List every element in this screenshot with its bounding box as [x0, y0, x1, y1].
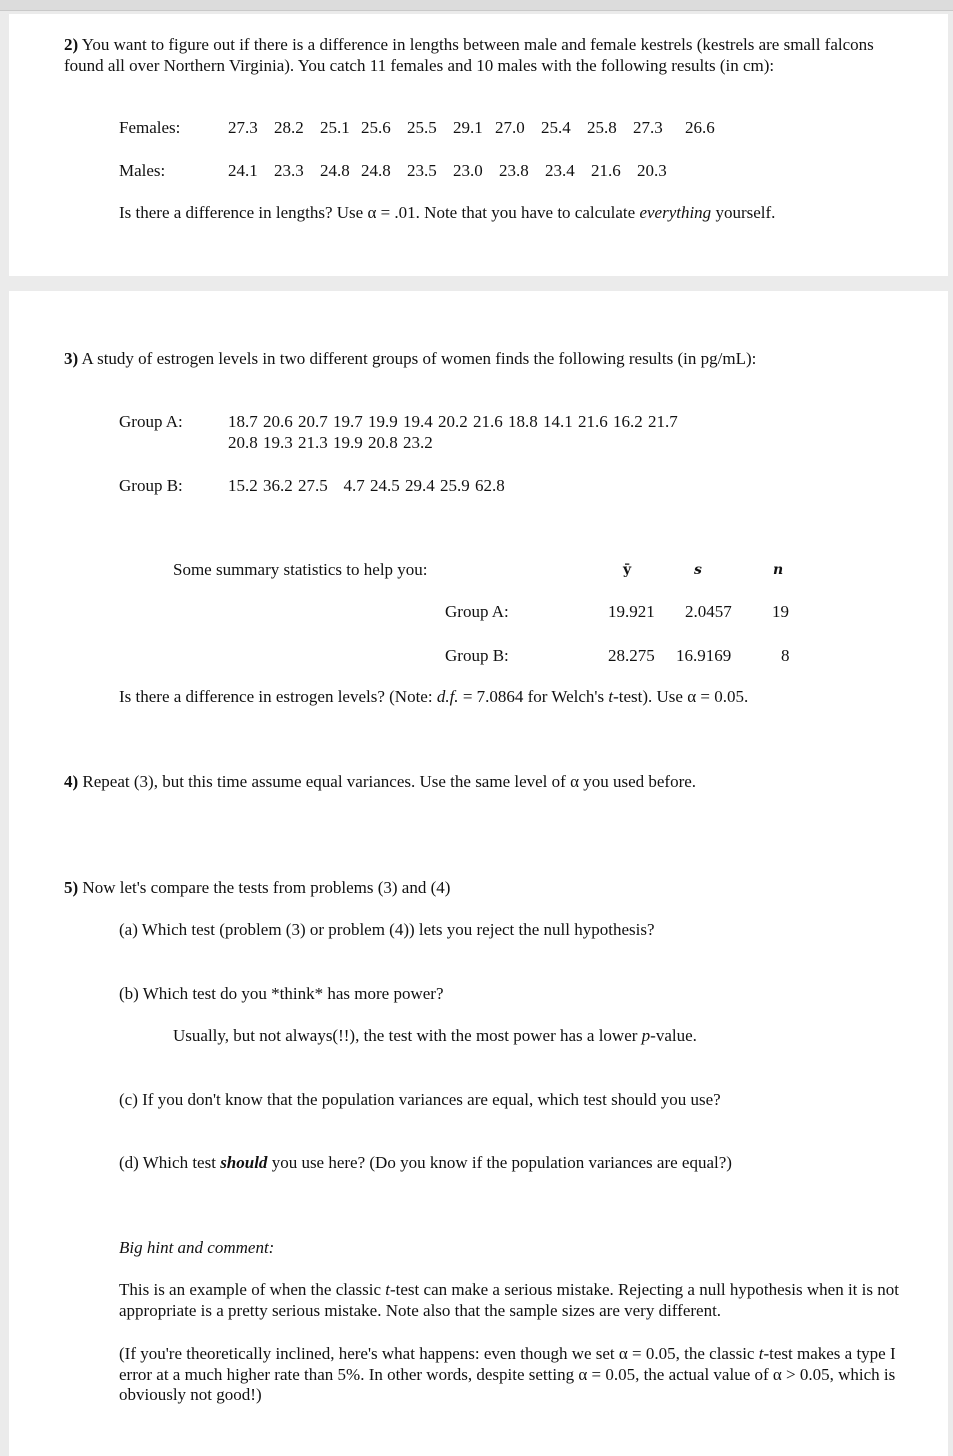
row-b-n: 8 [781, 646, 790, 665]
top-bar [0, 0, 953, 11]
row-b-ybar: 28.275 [608, 646, 655, 665]
female-length-value: 27.3 [228, 118, 258, 137]
group-a-values-line-1: 18.7 20.6 20.7 19.7 19.9 19.4 20.2 21.6 18.8 14.1 21.6 16.2 21.7 [228, 412, 678, 431]
group-a-label: Group A: [119, 412, 183, 431]
female-length-value: 28.2 [274, 118, 304, 137]
male-length-value: 24.1 [228, 161, 258, 180]
female-length-value: 25.6 [361, 118, 391, 137]
row-b-s: 16.9169 [676, 646, 732, 665]
hint-paragraph-2: (If you're theoretically inclined, here's what happens: even though we set α = 0.05, the classic t-test makes a type I error at a much higher rate than 5%. In other words, despite setting α = 0.05, the actual value of α > 0.05, which is obviously not good!) [119, 1344, 896, 1404]
problem-3-question: Is there a difference in estrogen levels? (Note: d.f. = 7.0864 for Welch's t-test). Use α = 0.05. [119, 687, 749, 706]
problem-4-text: 4) Repeat (3), but this time assume equal variances. Use the same level of α you used before. [64, 772, 697, 791]
problem-4-number: 4) [64, 772, 79, 791]
female-length-value: 27.0 [495, 118, 525, 137]
male-length-value: 23.0 [453, 161, 483, 180]
female-length-value: 26.6 [685, 118, 715, 137]
female-length-value: 25.8 [587, 118, 617, 137]
problem-5a: (a) Which test (problem (3) or problem (4)) lets you reject the null hypothesis? [119, 920, 655, 939]
column-header-s: s [694, 562, 702, 578]
problem-5b-note: Usually, but not always(!!), the test with the most power has a lower p-value. [173, 1026, 697, 1045]
row-a-label: Group A: [445, 602, 509, 621]
female-length-value: 25.5 [407, 118, 437, 137]
problem-2-question: Is there a difference in lengths? Use α = .01. Note that you have to calculate everything yourself. [119, 203, 776, 222]
summary-intro: Some summary statistics to help you: [173, 560, 428, 579]
problem-5d: (d) Which test should you use here? (Do you know if the population variances are equal?) [119, 1153, 732, 1172]
problems-3-5-card [9, 291, 948, 1456]
male-length-value: 23.8 [499, 161, 529, 180]
problem-5-number: 5) [64, 878, 79, 897]
row-a-n: 19 [772, 602, 789, 621]
problem-3-number: 3) [64, 349, 79, 368]
group-a-values-line-2: 20.8 19.3 21.3 19.9 20.8 23.2 [228, 433, 433, 452]
male-length-value: 23.3 [274, 161, 304, 180]
female-length-value: 25.1 [320, 118, 350, 137]
problem-5c: (c) If you don't know that the population variances are equal, which test should you use? [119, 1090, 721, 1109]
problem-2-number: 2) [64, 35, 79, 54]
problem-2-intro: 2) You want to figure out if there is a difference in lengths between male and female kestrels (kestrels are small falcons found all over Northern Virginia). You catch 11 females and 10 males with the following results (in cm): [64, 35, 874, 75]
group-b-values: 15.2 36.2 27.5 4.7 24.5 29.4 25.9 62.8 [228, 476, 505, 495]
male-length-value: 20.3 [637, 161, 667, 180]
row-a-s: 2.0457 [685, 602, 732, 621]
male-length-value: 23.5 [407, 161, 437, 180]
problem-5b: (b) Which test do you *think* has more power? [119, 984, 444, 1003]
column-header-ybar: ȳ [623, 562, 632, 578]
male-length-value: 24.8 [361, 161, 391, 180]
row-a-ybar: 19.921 [608, 602, 655, 621]
column-header-n: n [773, 562, 784, 578]
males-label: Males: [119, 161, 166, 180]
females-label: Females: [119, 118, 181, 137]
problem-2-card [9, 14, 948, 276]
female-length-value: 27.3 [633, 118, 663, 137]
male-length-value: 24.8 [320, 161, 350, 180]
problem-5-intro: 5) Now let's compare the tests from problems (3) and (4) [64, 878, 451, 897]
group-b-label: Group B: [119, 476, 183, 495]
male-length-value: 21.6 [591, 161, 621, 180]
female-length-value: 29.1 [453, 118, 483, 137]
hint-paragraph-1: This is an example of when the classic t-test can make a serious mistake. Rejecting a null hypothesis when it is not appropriate is a pretty serious mistake. Note also that the sample sizes are very different. [119, 1280, 899, 1320]
row-b-label: Group B: [445, 646, 509, 665]
male-length-value: 23.4 [545, 161, 575, 180]
female-length-value: 25.4 [541, 118, 571, 137]
hint-title: Big hint and comment: [119, 1238, 275, 1257]
problem-3-intro: 3) A study of estrogen levels in two different groups of women finds the following results (in pg/mL): [64, 349, 757, 368]
